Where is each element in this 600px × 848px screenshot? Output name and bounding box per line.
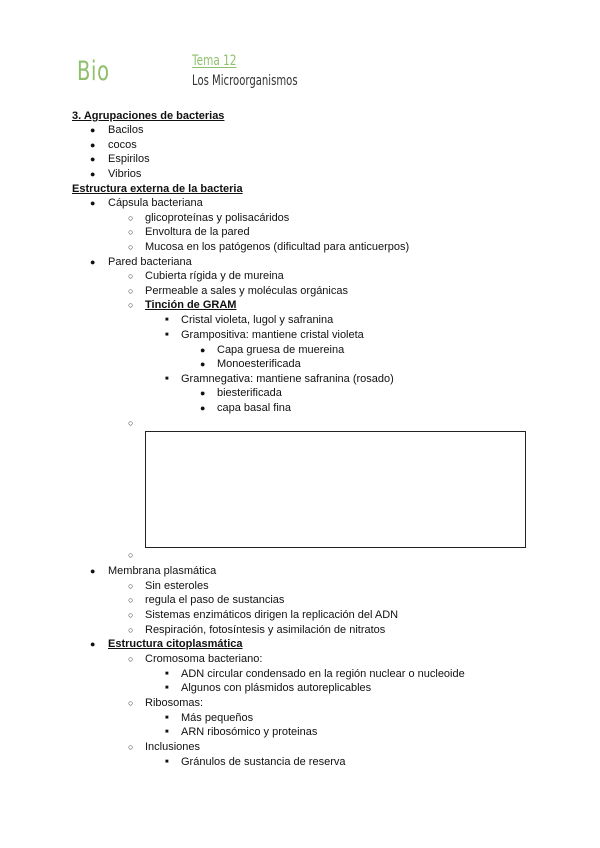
- list-item: Mucosa en los patógenos (dificultad para anticuerpos): [145, 241, 410, 253]
- circle-bullet-icon: ○: [128, 581, 134, 591]
- disc-bullet-icon: ●: [90, 566, 96, 576]
- heading-citoplasmatica: Estructura citoplasmática: [108, 638, 243, 650]
- list-item: glicoproteínas y polisacáridos: [145, 212, 290, 224]
- list-item: cocos: [108, 139, 137, 151]
- list-item: Cristal violeta, lugol y safranina: [181, 314, 334, 326]
- circle-bullet-icon: ○: [128, 625, 134, 635]
- circle-bullet-icon: ○: [128, 286, 134, 296]
- list-item: Más pequeños: [181, 712, 254, 724]
- list-item: biesterificada: [217, 387, 282, 399]
- disc-bullet-icon: ●: [90, 257, 96, 267]
- list-item: Sin esteroles: [145, 580, 209, 592]
- list-item: Grampositiva: mantiene cristal violeta: [181, 329, 364, 341]
- heading-externa: Estructura externa de la bacteria: [72, 183, 243, 195]
- list-item: capa basal fina: [217, 402, 291, 414]
- circle-bullet-icon: ○: [128, 595, 134, 605]
- disc-bullet-icon: ●: [200, 403, 206, 413]
- list-item: Bacilos: [108, 124, 144, 136]
- circle-bullet-icon: ○: [128, 654, 134, 664]
- circle-bullet-icon: ○: [128, 227, 134, 237]
- list-item: regula el paso de sustancias: [145, 594, 285, 606]
- list-item-membrana: Membrana plasmática: [108, 565, 217, 577]
- square-bullet-icon: ■: [165, 671, 169, 677]
- disc-bullet-icon: ●: [90, 169, 96, 179]
- circle-bullet-icon: ○: [128, 213, 134, 223]
- list-item: Gramnegativa: mantiene safranina (rosado): [181, 373, 394, 385]
- list-item-capsula: Cápsula bacteriana: [108, 197, 203, 209]
- circle-bullet-icon: ○: [128, 742, 134, 752]
- square-bullet-icon: ■: [165, 332, 169, 338]
- square-bullet-icon: ■: [165, 317, 169, 323]
- list-item: Cubierta rígida y de mureina: [145, 270, 284, 282]
- square-bullet-icon: ■: [165, 376, 169, 382]
- square-bullet-icon: ■: [165, 715, 169, 721]
- topic-number: Tema 12: [192, 53, 237, 69]
- list-item: Ribosomas:: [145, 697, 204, 709]
- circle-bullet-icon: ○: [128, 698, 134, 708]
- list-item: Inclusiones: [145, 741, 201, 753]
- circle-bullet-icon: ○: [128, 550, 134, 560]
- heading-agrupaciones: 3. Agrupaciones de bacterias: [72, 110, 225, 122]
- disc-bullet-icon: ●: [90, 140, 96, 150]
- subject-title: Bio: [77, 56, 110, 87]
- heading-gram: Tinción de GRAM: [145, 299, 237, 311]
- list-item: ARN ribosómico y proteinas: [181, 726, 318, 738]
- topic-title: Los Microorganismos: [192, 73, 298, 89]
- disc-bullet-icon: ●: [200, 345, 206, 355]
- square-bullet-icon: ■: [165, 759, 169, 765]
- list-item-pared: Pared bacteriana: [108, 256, 192, 268]
- list-item: Permeable a sales y moléculas orgánicas: [145, 285, 348, 297]
- disc-bullet-icon: ●: [90, 198, 96, 208]
- list-item: Vibrios: [108, 168, 142, 180]
- image-placeholder-box: [145, 431, 526, 548]
- disc-bullet-icon: ●: [200, 359, 206, 369]
- disc-bullet-icon: ●: [90, 154, 96, 164]
- square-bullet-icon: ■: [165, 729, 169, 735]
- square-bullet-icon: ■: [165, 685, 169, 691]
- circle-bullet-icon: ○: [128, 271, 134, 281]
- circle-bullet-icon: ○: [128, 242, 134, 252]
- list-item: Cromosoma bacteriano:: [145, 653, 263, 665]
- disc-bullet-icon: ●: [90, 639, 96, 649]
- circle-bullet-icon: ○: [128, 418, 134, 428]
- disc-bullet-icon: ●: [90, 125, 96, 135]
- list-item: Monoesterificada: [217, 358, 301, 370]
- list-item: ADN circular condensado en la región nuclear o nucleoide: [181, 668, 465, 680]
- circle-bullet-icon: ○: [128, 300, 134, 310]
- list-item: Gránulos de sustancia de reserva: [181, 756, 346, 768]
- circle-bullet-icon: ○: [128, 610, 134, 620]
- list-item: Sistemas enzimáticos dirigen la replicación del ADN: [145, 609, 399, 621]
- list-item: Capa gruesa de muereina: [217, 344, 345, 356]
- list-item: Algunos con plásmidos autoreplicables: [181, 682, 372, 694]
- list-item: Envoltura de la pared: [145, 226, 250, 238]
- list-item: Respiración, fotosíntesis y asimilación de nitratos: [145, 624, 386, 636]
- disc-bullet-icon: ●: [200, 388, 206, 398]
- list-item: Espirilos: [108, 153, 150, 165]
